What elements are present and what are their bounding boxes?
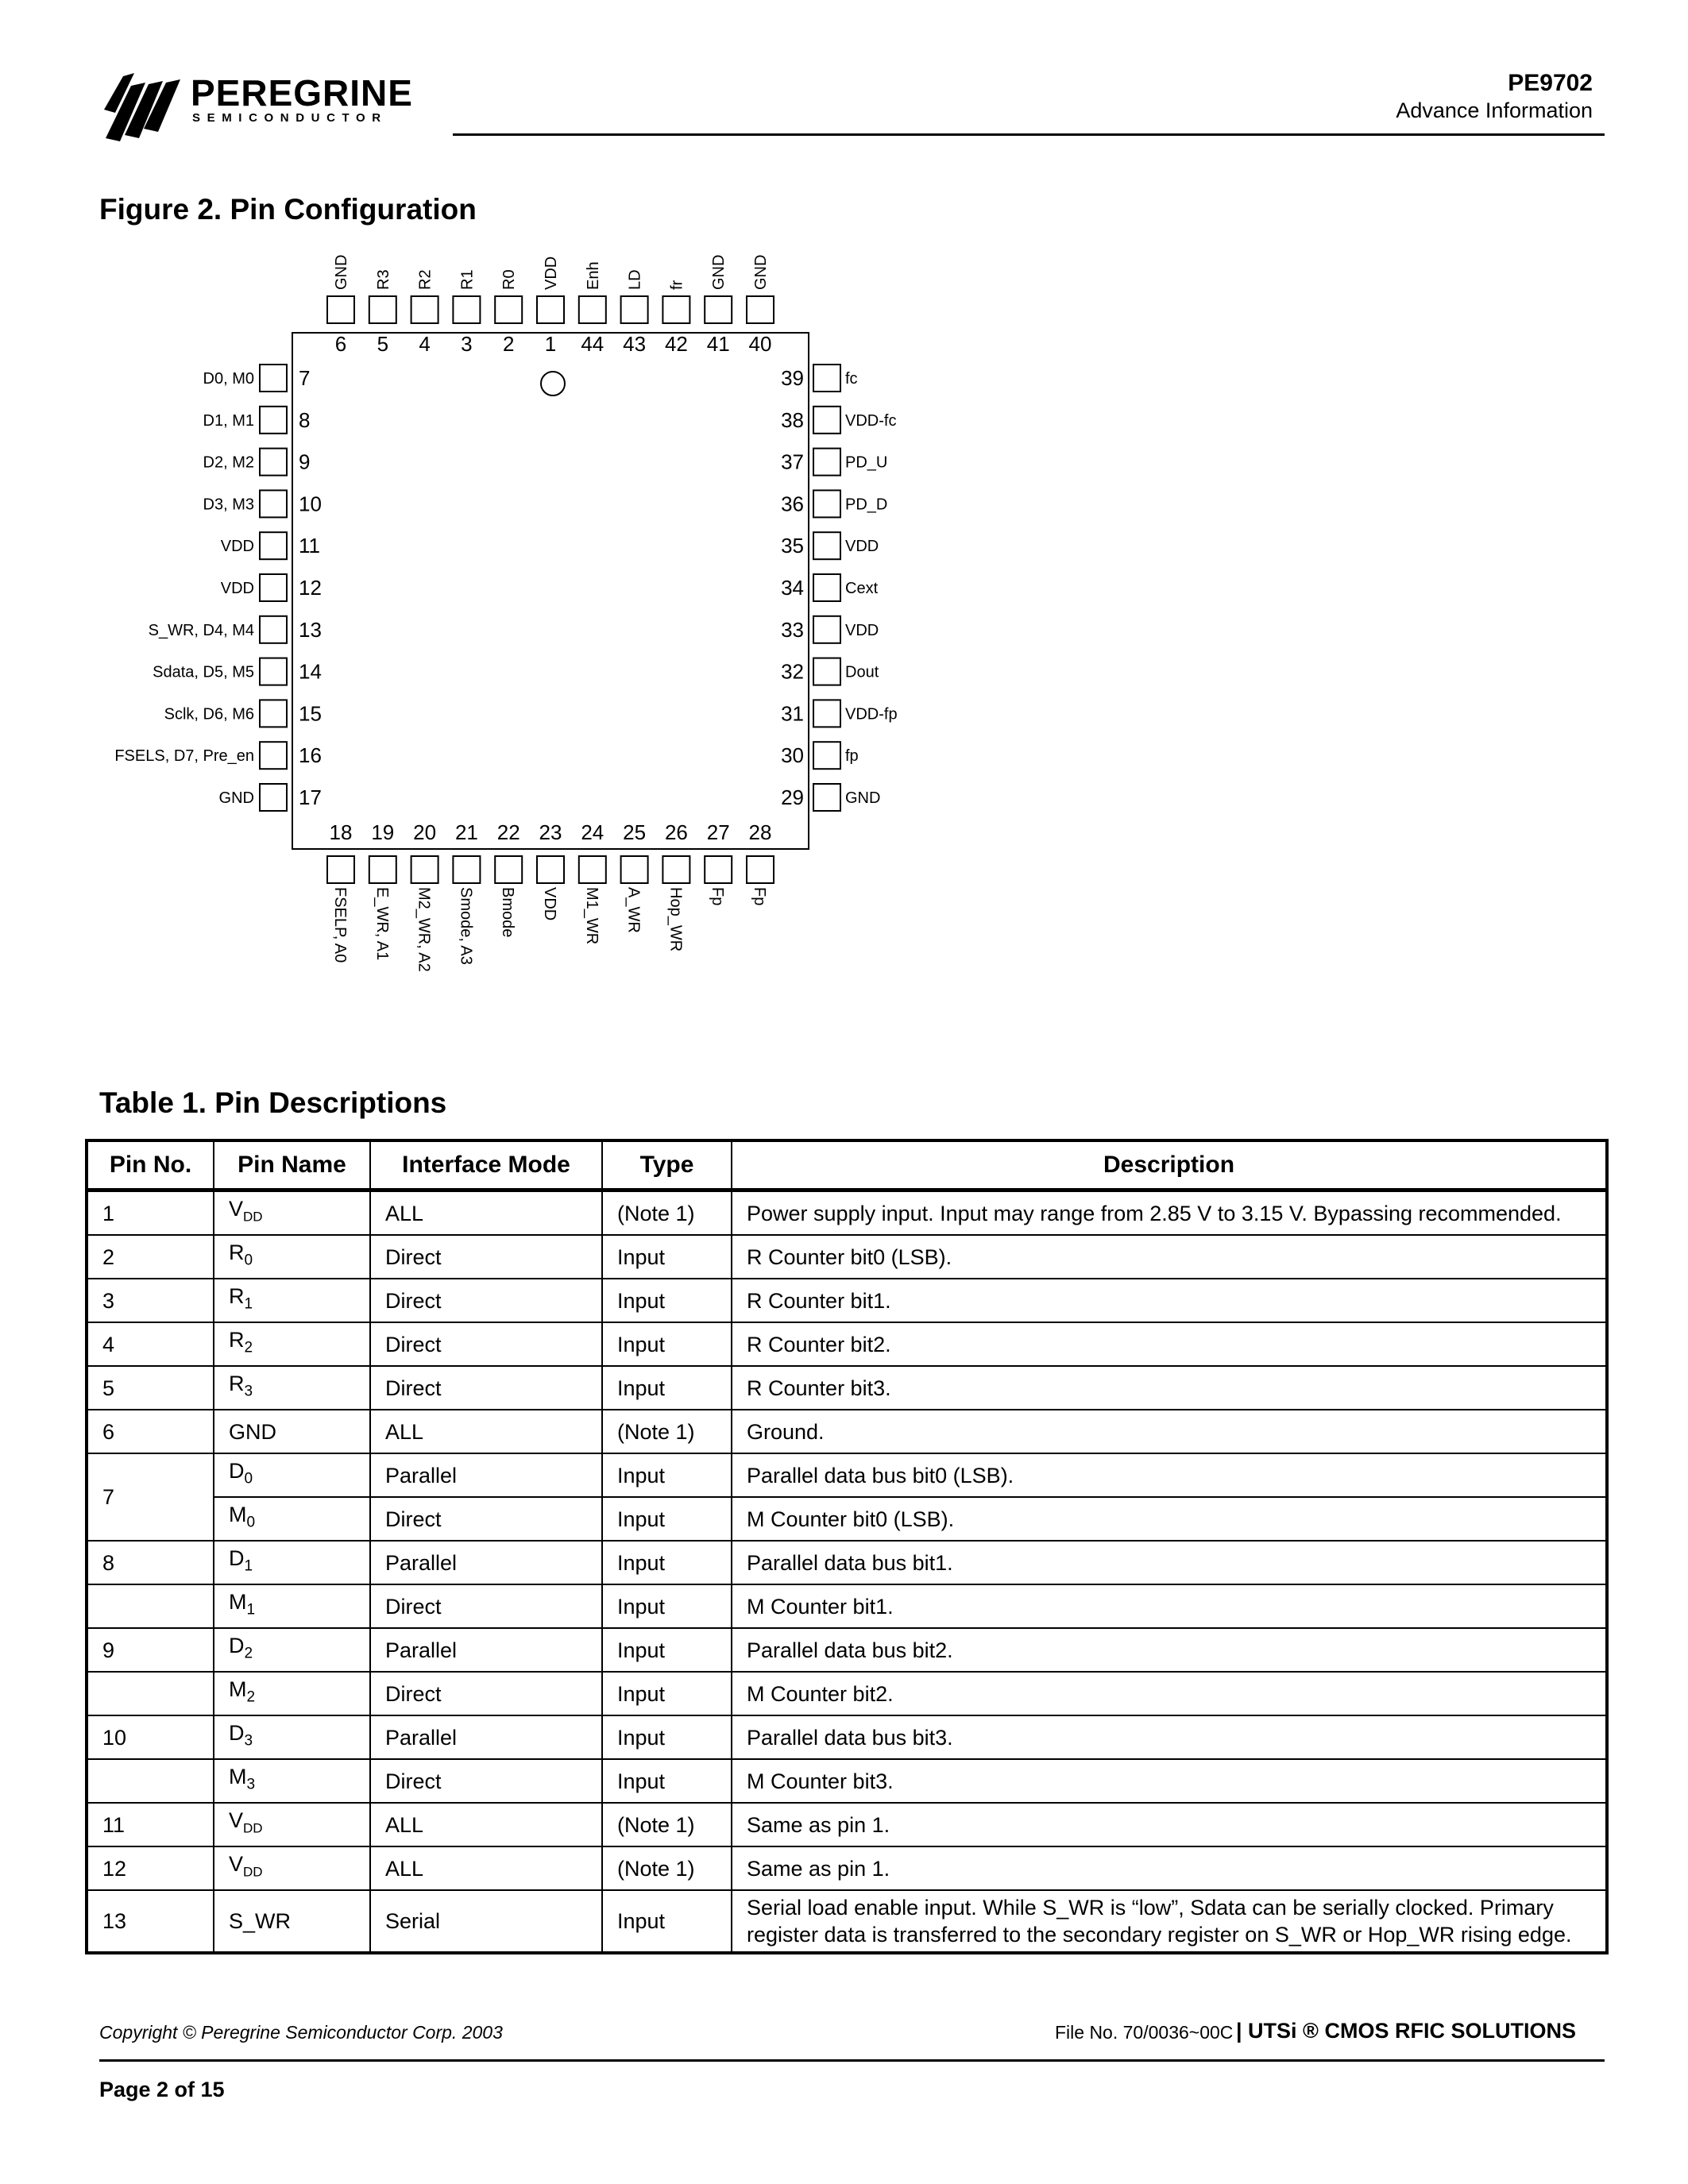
cell-interface-mode: ALL [370, 1846, 602, 1890]
page-number: Page 2 of 15 [99, 2078, 225, 2101]
cell-interface-mode: Direct [370, 1584, 602, 1628]
pin-28-label-fp: Fp [751, 887, 768, 906]
brand-tagline: | UTSi ® CMOS RFIC SOLUTIONS [1236, 2019, 1576, 2043]
cell-pin-name: GND [214, 1410, 370, 1453]
figure-title: Figure 2. Pin Configuration [99, 193, 477, 226]
table-row [87, 1410, 1607, 1453]
pin-39-label-fc: fc [845, 370, 858, 388]
pin-36-label-pd-d: PD_D [845, 496, 888, 514]
cell-pin-name: $M_0$ [214, 1497, 370, 1541]
pin-27-number: 27 [706, 820, 730, 844]
cell-description: M Counter bit0 (LSB). [732, 1497, 1607, 1541]
pin-10-pad [260, 490, 287, 517]
pin-1-label-vdd: VDD [543, 256, 560, 290]
cell-interface-mode: Direct [370, 1235, 602, 1279]
pin-descriptions-table [85, 1139, 1609, 1954]
pin-21-number: 21 [454, 820, 478, 844]
pin-8-number: 8 [299, 407, 311, 432]
pin-7-number: 7 [299, 366, 311, 390]
pin-8-label-d1-m1: D1, M1 [203, 411, 254, 430]
pin-28-pad [747, 856, 774, 883]
cell-pin-no: 12 [87, 1846, 214, 1890]
table-row [87, 1672, 1607, 1715]
pin-15-label-sclk-d6-m6: Sclk, D6, M6 [164, 705, 254, 723]
cell-pin-no: 13 [87, 1890, 214, 1953]
cell-description: R Counter bit2. [732, 1322, 1607, 1366]
pin-4-label-r2: R2 [416, 269, 435, 290]
cell-interface-mode: ALL [370, 1410, 602, 1453]
company-subtitle: SEMICONDUCTOR [192, 111, 388, 125]
cell-interface-mode: Direct [370, 1672, 602, 1715]
cell-pin-no: 2 [87, 1235, 214, 1279]
pin-11-number: 11 [299, 534, 320, 558]
cell-type: Input [602, 1890, 732, 1953]
pin-33-label-vdd: VDD [845, 621, 879, 639]
cell-pin-no [87, 1672, 214, 1715]
pin-2-pad [495, 296, 522, 323]
cell-description: Serial load enable input. While S_WR is “low”, Sdata can be serially clocked. Primary register data is transferred to the secondary register on S_WR or Hop_WR rising edge. [732, 1890, 1607, 1953]
pin-32-number: 32 [781, 659, 804, 684]
pin-1-number: 1 [544, 332, 557, 356]
table-title: Table 1. Pin Descriptions [99, 1086, 447, 1119]
column-header-description: Description [732, 1140, 1607, 1190]
cell-type: (Note 1) [602, 1846, 732, 1890]
pin-15-pad [260, 700, 287, 727]
cell-interface-mode: Parallel [370, 1453, 602, 1497]
pin-26-pad [662, 856, 689, 883]
cell-description: R Counter bit3. [732, 1366, 1607, 1410]
cell-pin-name: $D_3$ [214, 1715, 370, 1759]
pin-5-label-r3: R3 [374, 269, 392, 290]
cell-pin-no: 6 [87, 1410, 214, 1453]
pin-40-pad [747, 296, 774, 323]
pin-4-number: 4 [419, 332, 431, 356]
pin-24-label-m1-wr: M1_WR [582, 887, 601, 945]
pin-16-pad [260, 742, 287, 769]
cell-description: M Counter bit3. [732, 1759, 1607, 1803]
pin-26-label-hop-wr: Hop_WR [666, 887, 685, 952]
pin1-marker [541, 372, 565, 396]
pin-13-label-s-wr-d4-m4: S_WR, D4, M4 [148, 621, 254, 639]
cell-pin-name: $V_{DD}$ [214, 1846, 370, 1890]
pin-12-number: 12 [299, 576, 322, 600]
cell-description: R Counter bit1. [732, 1279, 1607, 1322]
cell-pin-no: 9 [87, 1628, 214, 1672]
table-row [87, 1541, 1607, 1584]
pin-44-pad [579, 296, 606, 323]
pin-13-pad [260, 616, 287, 643]
pin-35-label-vdd: VDD [845, 538, 879, 556]
cell-interface-mode: Parallel [370, 1628, 602, 1672]
pin-30-label-fp: fp [845, 747, 859, 766]
table-row [87, 1279, 1607, 1322]
pin-2-label-r0: R0 [500, 269, 519, 290]
pin-23-pad [537, 856, 564, 883]
pin-43-number: 43 [623, 332, 647, 356]
cell-pin-no: 11 [87, 1803, 214, 1846]
pin-42-label-fr: fr [668, 280, 686, 290]
pin-25-number: 25 [623, 820, 647, 844]
cell-pin-name: S_WR [214, 1890, 370, 1953]
pin-16-label-fsels-d7-pre-en: FSELS, D7, Pre_en [114, 747, 254, 766]
pin-39-pad [813, 365, 840, 392]
pin-18-number: 18 [329, 820, 353, 844]
pin-24-pad [579, 856, 606, 883]
cell-type: Input [602, 1628, 732, 1672]
cell-description: Parallel data bus bit2. [732, 1628, 1607, 1672]
pin-17-label-gnd: GND [218, 789, 254, 807]
cell-description: Same as pin 1. [732, 1846, 1607, 1890]
pin-5-pad [369, 296, 396, 323]
cell-interface-mode: ALL [370, 1190, 602, 1236]
pin-6-label-gnd: GND [333, 254, 350, 290]
document-status: Advance Information [1396, 98, 1593, 122]
cell-interface-mode: ALL [370, 1803, 602, 1846]
pin-35-pad [813, 532, 840, 559]
column-header-pin-no: Pin No. [87, 1140, 214, 1190]
file-number: File No. 70/0036~00C [1055, 2022, 1234, 2043]
cell-interface-mode: Direct [370, 1759, 602, 1803]
cell-type: (Note 1) [602, 1190, 732, 1236]
cell-type: Input [602, 1497, 732, 1541]
table-row [87, 1322, 1607, 1366]
cell-pin-no: 5 [87, 1366, 214, 1410]
cell-pin-name: $D_0$ [214, 1453, 370, 1497]
pin-33-pad [813, 616, 840, 643]
cell-type: Input [602, 1672, 732, 1715]
cell-interface-mode: Serial [370, 1890, 602, 1953]
cell-pin-no: 1 [87, 1190, 214, 1236]
pin-12-label-vdd: VDD [220, 580, 254, 597]
pin-30-number: 30 [781, 743, 804, 768]
pin-14-pad [260, 658, 287, 685]
pin-28-number: 28 [748, 820, 772, 844]
cell-description: M Counter bit1. [732, 1584, 1607, 1628]
pin-41-pad [705, 296, 732, 323]
cell-pin-no: 4 [87, 1322, 214, 1366]
cell-description: Parallel data bus bit0 (LSB). [732, 1453, 1607, 1497]
pin-31-number: 31 [781, 701, 804, 726]
pin-27-label-fp: Fp [709, 887, 727, 906]
cell-pin-name: $D_2$ [214, 1628, 370, 1672]
cell-pin-name: $V_{DD}$ [214, 1190, 370, 1236]
cell-interface-mode: Direct [370, 1322, 602, 1366]
pin-4-pad [411, 296, 438, 323]
pin-23-label-vdd: VDD [541, 887, 558, 921]
pin-42-number: 42 [664, 332, 688, 356]
pin-14-number: 14 [299, 659, 322, 684]
cell-description: Parallel data bus bit1. [732, 1541, 1607, 1584]
pin-20-label-m2-wr-a2: M2_WR, A2 [415, 887, 433, 972]
pin-35-number: 35 [781, 534, 804, 558]
pin-32-pad [813, 658, 840, 685]
pin-19-number: 19 [371, 820, 395, 844]
pin-17-pad [260, 784, 287, 811]
pin-21-pad [453, 856, 480, 883]
pin-38-label-vdd-fc: VDD-fc [845, 411, 897, 430]
pin-24-number: 24 [581, 820, 605, 844]
pin-22-pad [495, 856, 522, 883]
table-row [87, 1190, 1607, 1236]
table-row [87, 1715, 1607, 1759]
pin-21-label-smode-a3: Smode, A3 [457, 887, 475, 965]
table-row [87, 1497, 1607, 1541]
pin-20-number: 20 [413, 820, 437, 844]
pin-38-pad [813, 407, 840, 434]
pin-19-label-e-wr-a1: E_WR, A1 [373, 887, 391, 961]
pin-12-pad [260, 574, 287, 601]
pin-configuration-diagram [0, 0, 1688, 1017]
cell-description: Same as pin 1. [732, 1803, 1607, 1846]
pin-11-label-vdd: VDD [220, 538, 254, 556]
cell-type: Input [602, 1366, 732, 1410]
table-row [87, 1235, 1607, 1279]
table-row [87, 1846, 1607, 1890]
cell-pin-name: $M_2$ [214, 1672, 370, 1715]
cell-type: Input [602, 1584, 732, 1628]
cell-type: Input [602, 1235, 732, 1279]
table-body [87, 1190, 1607, 1954]
cell-type: Input [602, 1715, 732, 1759]
cell-description: Power supply input. Input may range from 2.85 V to 3.15 V. Bypassing recommended. [732, 1190, 1607, 1236]
pin-18-label-fselp-a0: FSELP, A0 [331, 887, 349, 963]
pin-9-number: 9 [299, 450, 311, 474]
pin-37-label-pd-u: PD_U [845, 453, 888, 472]
table-row [87, 1759, 1607, 1803]
pin-25-pad [621, 856, 648, 883]
cell-pin-name: $M_3$ [214, 1759, 370, 1803]
cell-type: (Note 1) [602, 1803, 732, 1846]
cell-interface-mode: Direct [370, 1497, 602, 1541]
pin-34-pad [813, 574, 840, 601]
pin-20-pad [411, 856, 438, 883]
table-row [87, 1453, 1607, 1497]
pin-2-number: 2 [502, 332, 515, 356]
cell-type: Input [602, 1322, 732, 1366]
table-row [87, 1890, 1607, 1953]
table-header-row [87, 1140, 1607, 1190]
pin-29-pad [813, 784, 840, 811]
pin-29-number: 29 [781, 785, 804, 809]
pin-23-number: 23 [539, 820, 562, 844]
pin-31-pad [813, 700, 840, 727]
pin-36-number: 36 [781, 492, 804, 516]
pin-22-label-bmode: Bmode [499, 887, 517, 938]
pin-15-number: 15 [299, 701, 322, 726]
pin-7-label-d0-m0: D0, M0 [203, 370, 254, 388]
table-row [87, 1366, 1607, 1410]
footer-rule [99, 2059, 1605, 2062]
pin-11-pad [260, 532, 287, 559]
table-row [87, 1803, 1607, 1846]
cell-description: R Counter bit0 (LSB). [732, 1235, 1607, 1279]
cell-type: Input [602, 1541, 732, 1584]
pin-26-number: 26 [664, 820, 688, 844]
pin-34-label-cext: Cext [845, 580, 879, 597]
cell-type: Input [602, 1279, 732, 1322]
cell-pin-no: 7 [87, 1453, 214, 1541]
cell-pin-no: 8 [87, 1541, 214, 1584]
chip-body [292, 333, 809, 849]
cell-pin-name: $D_1$ [214, 1541, 370, 1584]
pin-31-label-vdd-fp: VDD-fp [845, 705, 898, 723]
cell-interface-mode: Direct [370, 1366, 602, 1410]
pin-27-pad [705, 856, 732, 883]
pin-6-pad [327, 296, 354, 323]
pin-33-number: 33 [781, 617, 804, 642]
pin-6-number: 6 [334, 332, 347, 356]
cell-pin-name: $R_3$ [214, 1366, 370, 1410]
pin-36-pad [813, 490, 840, 517]
pin-3-pad [453, 296, 480, 323]
pin-32-label-dout: Dout [845, 663, 879, 681]
cell-pin-name: $R_1$ [214, 1279, 370, 1322]
cell-pin-name: $R_2$ [214, 1322, 370, 1366]
column-header-type: Type [602, 1140, 732, 1190]
cell-pin-no: 10 [87, 1715, 214, 1759]
company-name: PEREGRINE [191, 72, 413, 114]
cell-pin-name: $V_{DD}$ [214, 1803, 370, 1846]
pin-22-number: 22 [496, 820, 520, 844]
pin-5-number: 5 [377, 332, 389, 356]
pin-37-number: 37 [781, 450, 804, 474]
pin-1-pad [537, 296, 564, 323]
pin-14-label-sdata-d5-m5: Sdata, D5, M5 [153, 663, 254, 681]
pin-7-pad [260, 365, 287, 392]
cell-pin-no [87, 1584, 214, 1628]
column-header-interface-mode: Interface Mode [370, 1140, 602, 1190]
pin-29-label-gnd: GND [845, 789, 881, 807]
pin-39-number: 39 [781, 366, 804, 390]
cell-type: (Note 1) [602, 1410, 732, 1453]
pin-18-pad [327, 856, 354, 883]
pin-3-number: 3 [461, 332, 473, 356]
cell-description: Ground. [732, 1410, 1607, 1453]
pin-38-number: 38 [781, 407, 804, 432]
pin-40-number: 40 [748, 332, 772, 356]
pin-40-label-gnd: GND [752, 254, 770, 290]
pin-8-pad [260, 407, 287, 434]
cell-pin-name: $M_1$ [214, 1584, 370, 1628]
cell-interface-mode: Direct [370, 1279, 602, 1322]
table-row [87, 1584, 1607, 1628]
pin-19-pad [369, 856, 396, 883]
part-number: PE9702 [1508, 70, 1593, 96]
cell-interface-mode: Parallel [370, 1715, 602, 1759]
cell-type: Input [602, 1759, 732, 1803]
pin-10-label-d3-m3: D3, M3 [203, 496, 254, 514]
column-header-pin-name: Pin Name [214, 1140, 370, 1190]
cell-pin-no: 3 [87, 1279, 214, 1322]
pin-17-number: 17 [299, 785, 322, 809]
pin-9-pad [260, 449, 287, 476]
pin-16-number: 16 [299, 743, 322, 768]
copyright-notice: Copyright © Peregrine Semiconductor Corp. 2003 [99, 2022, 503, 2043]
cell-pin-no [87, 1759, 214, 1803]
pin-43-pad [621, 296, 648, 323]
cell-description: Parallel data bus bit3. [732, 1715, 1607, 1759]
pin-13-number: 13 [299, 617, 322, 642]
pin-3-label-r1: R1 [458, 269, 477, 290]
pin-43-label-ld: LD [626, 269, 644, 290]
cell-description: M Counter bit2. [732, 1672, 1607, 1715]
table-row [87, 1628, 1607, 1672]
pin-37-pad [813, 449, 840, 476]
pin-41-label-gnd: GND [710, 254, 728, 290]
cell-interface-mode: Parallel [370, 1541, 602, 1584]
pin-44-label-enh: Enh [584, 261, 602, 290]
pin-9-label-d2-m2: D2, M2 [203, 453, 254, 472]
pin-10-number: 10 [299, 492, 322, 516]
pin-30-pad [813, 742, 840, 769]
pin-44-number: 44 [581, 332, 605, 356]
pin-34-number: 34 [781, 576, 804, 600]
cell-pin-name: $R_0$ [214, 1235, 370, 1279]
pin-25-label-a-wr: A_WR [624, 887, 643, 933]
pin-42-pad [662, 296, 689, 323]
cell-type: Input [602, 1453, 732, 1497]
pin-41-number: 41 [706, 332, 730, 356]
